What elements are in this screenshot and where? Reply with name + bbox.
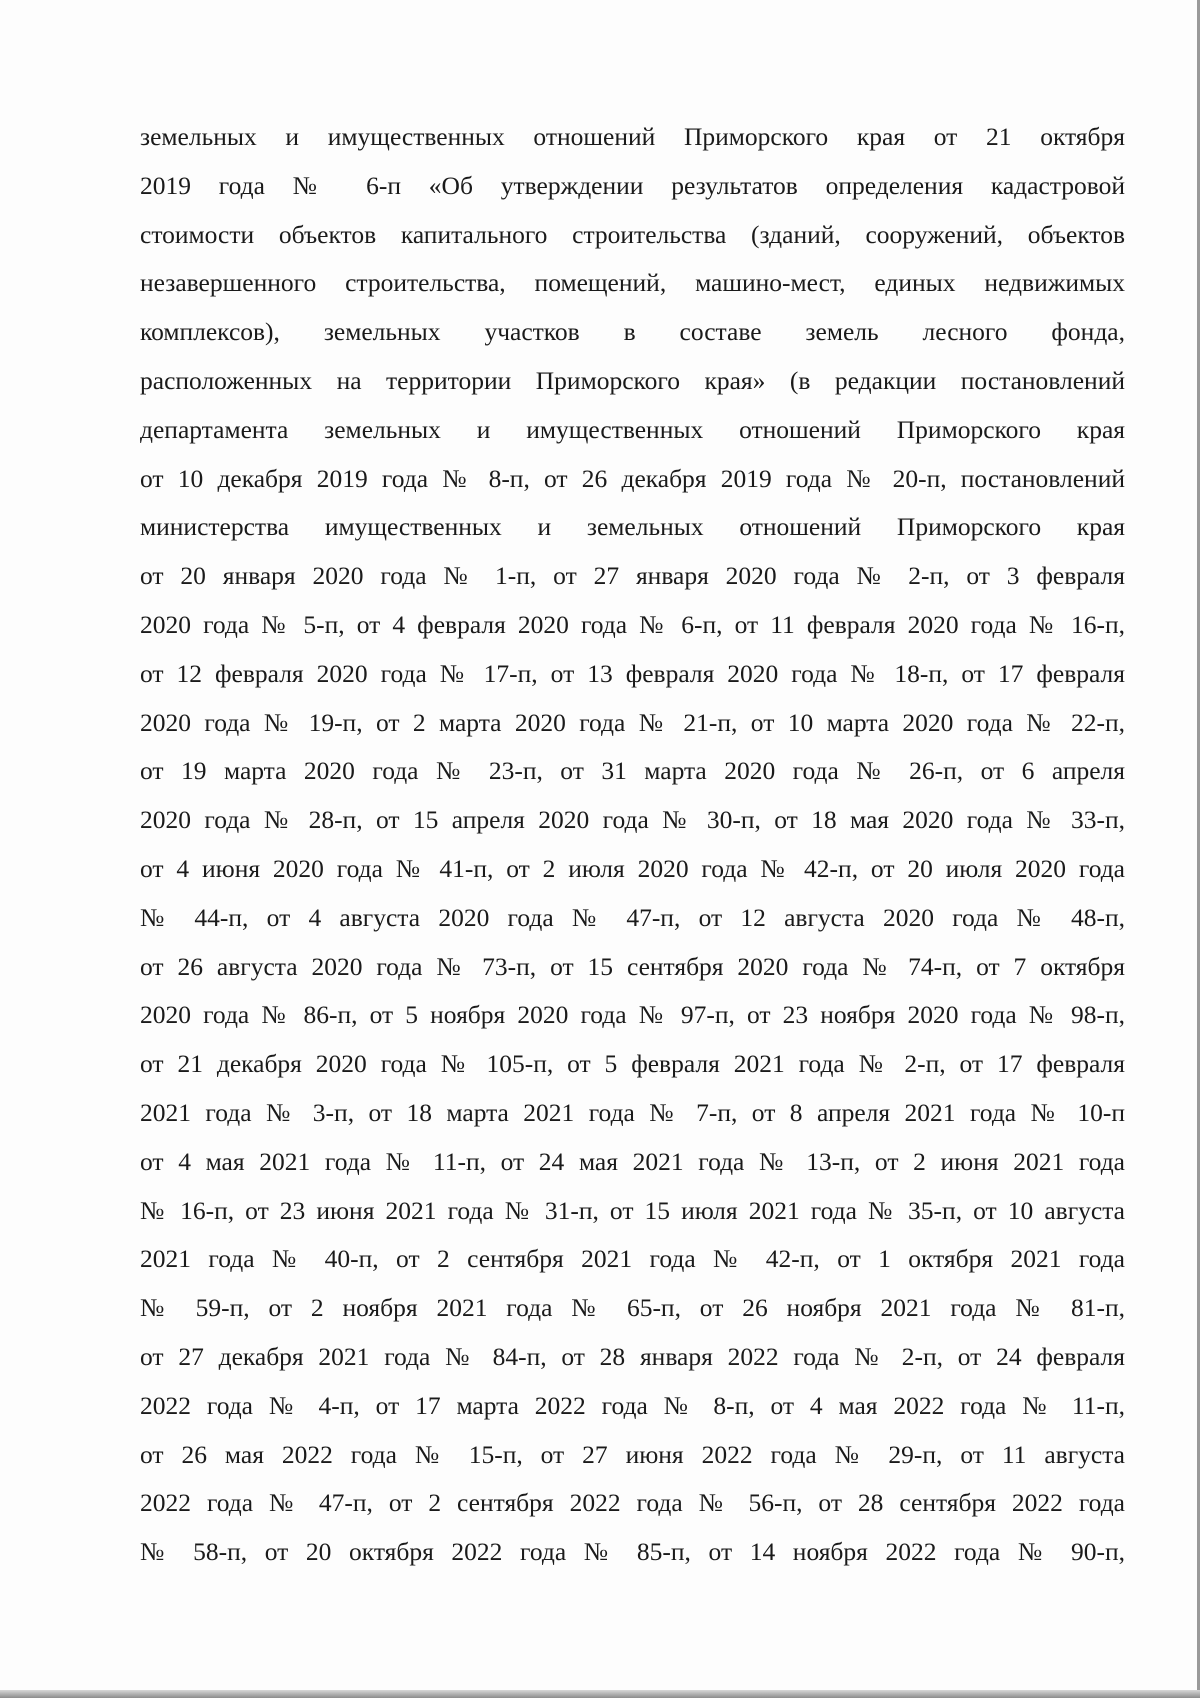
text-line: департамента земельных и имущественных отношений Приморского края — [140, 414, 1125, 444]
text-line: от 12 февраля 2020 года № 17-п, от 13 февраля 2020 года № 18-п, от 17 февраля — [140, 658, 1125, 688]
text-line: 2021 года № 3-п, от 18 марта 2021 года № 7-п, от 8 апреля 2021 года № 10-п — [140, 1097, 1125, 1127]
text-line: 2022 года № 4-п, от 17 марта 2022 года № 8-п, от 4 мая 2022 года № 11-п, — [140, 1390, 1125, 1420]
text-line: от 26 мая 2022 года № 15-п, от 27 июня 2022 года № 29-п, от 11 августа — [140, 1439, 1125, 1469]
text-line: от 19 марта 2020 года № 23-п, от 31 марта 2020 года № 26-п, от 6 апреля — [140, 756, 1125, 786]
text-line: от 21 декабря 2020 года № 105-п, от 5 февраля 2021 года № 2-п, от 17 февраля — [140, 1049, 1125, 1079]
text-line: 2020 года № 86-п, от 5 ноября 2020 года № 97-п, от 23 ноября 2020 года № 98-п, — [140, 1000, 1125, 1030]
text-line: № 58-п, от 20 октября 2022 года № 85-п, от 14 ноября 2022 года № 90-п, — [140, 1537, 1125, 1567]
text-line: № 16-п, от 23 июня 2021 года № 31-п, от 15 июля 2021 года № 35-п, от 10 августа — [140, 1195, 1125, 1225]
text-line: стоимости объектов капитального строительства (зданий, сооружений, объектов — [140, 219, 1125, 249]
text-line: комплексов), земельных участков в составе земель лесного фонда, — [140, 317, 1125, 347]
text-line: от 4 июня 2020 года № 41-п, от 2 июля 2020 года № 42-п, от 20 июля 2020 года — [140, 853, 1125, 883]
text-line: незавершенного строительства, помещений, машино-мест, единых недвижимых — [140, 268, 1125, 298]
text-line: 2020 года № 5-п, от 4 февраля 2020 года № 6-п, от 11 февраля 2020 года № 16-п, — [140, 609, 1125, 639]
text-line: 2019 года № 6-п «Об утверждении результатов определения кадастровой — [140, 170, 1125, 200]
scan-edge-bottom — [0, 1690, 1200, 1698]
text-line: 2022 года № 47-п, от 2 сентября 2022 года № 56-п, от 28 сентября 2022 года — [140, 1488, 1125, 1518]
text-line: № 59-п, от 2 ноября 2021 года № 65-п, от 26 ноября 2021 года № 81-п, — [140, 1293, 1125, 1323]
text-line: от 27 декабря 2021 года № 84-п, от 28 января 2022 года № 2-п, от 24 февраля — [140, 1341, 1125, 1371]
text-line: от 20 января 2020 года № 1-п, от 27 января 2020 года № 2-п, от 3 февраля — [140, 561, 1125, 591]
text-line: 2020 года № 28-п, от 15 апреля 2020 года № 30-п, от 18 мая 2020 года № 33-п, — [140, 805, 1125, 835]
text-line: № 44-п, от 4 августа 2020 года № 47-п, от 12 августа 2020 года № 48-п, — [140, 902, 1125, 932]
text-line: земельных и имущественных отношений Приморского края от 21 октября — [140, 122, 1125, 151]
text-line: от 10 декабря 2019 года № 8-п, от 26 декабря 2019 года № 20-п, постановлений — [140, 463, 1125, 493]
body-text — [140, 113, 1125, 1577]
text-line: от 4 мая 2021 года № 11-п, от 24 мая 2021 года № 13-п, от 2 июня 2021 года — [140, 1146, 1125, 1176]
text-line: от 26 августа 2020 года № 73-п, от 15 сентября 2020 года № 74-п, от 7 октября — [140, 951, 1125, 981]
text-line: министерства имущественных и земельных отношений Приморского края — [140, 512, 1125, 542]
text-line: 2021 года № 40-п, от 2 сентября 2021 года № 42-п, от 1 октября 2021 года — [140, 1244, 1125, 1274]
text-line: 2020 года № 19-п, от 2 марта 2020 года № 21-п, от 10 марта 2020 года № 22-п, — [140, 707, 1125, 737]
text-line: расположенных на территории Приморского края» (в редакции постановлений — [140, 365, 1125, 395]
